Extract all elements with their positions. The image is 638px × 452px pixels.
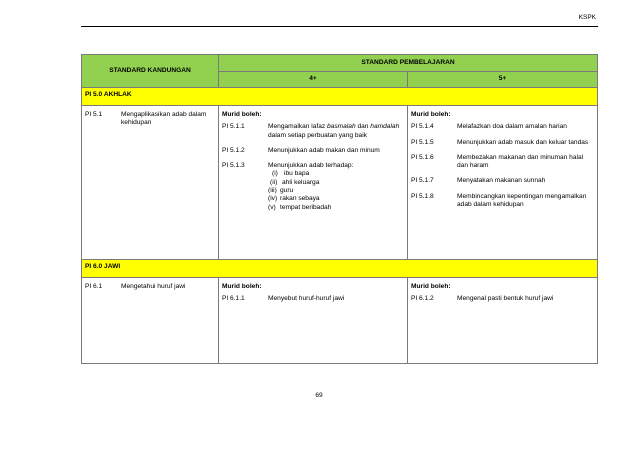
- hamdalah-term: hamdalah: [370, 123, 400, 131]
- item-text: Mengenal pasti bentuk huruf jawi: [457, 295, 554, 303]
- item-text: Menunjukkan adab masuk dan keluar tandas: [457, 138, 589, 146]
- item-code: PI 5.1.2: [222, 146, 245, 154]
- pembelajaran-5-cell: [408, 278, 598, 364]
- sk-code: PI 6.1: [85, 283, 103, 290]
- curriculum-table: [81, 54, 598, 364]
- learning-standard-item: [411, 123, 594, 131]
- murid-boleh-label: Murid boleh:: [222, 283, 262, 290]
- sk-code: PI 5.1: [85, 111, 103, 118]
- pembelajaran-4-cell: [219, 106, 408, 260]
- item-text: Menyatakan makanan sunnah: [457, 177, 546, 185]
- learning-standard-item: [222, 147, 404, 155]
- learning-standard-item: [411, 193, 594, 210]
- header-rule: [81, 26, 598, 27]
- learning-standard-item: [411, 154, 594, 171]
- header-age-5: 5+: [408, 71, 598, 88]
- sub-item: (ii) ahli keluarga: [270, 178, 320, 186]
- header-standard-kandungan: STANDARD KANDUNGAN: [82, 55, 219, 88]
- sk-text: Mengetahui huruf jawi: [121, 283, 186, 290]
- item-code: PI 5.1.8: [411, 192, 434, 200]
- item-text: Menunjukkan adab terhadap: (i) ibu bapa (ii) ahli keluarga (iii) guru (iv) rakan sebaya (v) tempat beribadah: [268, 162, 404, 212]
- item-text: Menyebut huruf-huruf jawi: [268, 295, 345, 303]
- pembelajaran-4-cell: [219, 278, 408, 364]
- pembelajaran-5-cell: [408, 106, 598, 260]
- item-code: PI 5.1.1: [222, 123, 245, 131]
- item-text: Membincangkan kepentingan mengamalkan adab dalam kehidupan: [457, 192, 587, 209]
- standard-kandungan-cell: [82, 106, 219, 260]
- learning-standard-item: [411, 139, 594, 147]
- section-title-akhlak: PI 5.0 AKHLAK: [82, 88, 598, 106]
- sub-item: (v) tempat beribadah: [268, 203, 332, 211]
- murid-boleh-label: Murid boleh:: [411, 283, 451, 290]
- item-text: Membezakan makanan dan minuman halal dan haram: [457, 153, 584, 170]
- item-text: Menunjukkan adab makan dan minum: [268, 146, 380, 154]
- document-header-code: KSPK: [578, 14, 596, 21]
- learning-standard-item: [411, 295, 594, 303]
- item-code: PI 5.1.4: [411, 123, 434, 131]
- learning-standard-item: [222, 295, 404, 303]
- item-code: PI 5.1.7: [411, 177, 434, 185]
- item-code: PI 5.1.6: [411, 153, 434, 161]
- learning-standard-item: [222, 162, 404, 212]
- basmalah-term: basmalah: [327, 123, 356, 131]
- murid-boleh-label: Murid boleh:: [411, 111, 451, 118]
- sub-item: (iv) rakan sebaya: [268, 195, 320, 203]
- standard-kandungan-cell: [82, 278, 219, 364]
- item-text: Melafazkan doa dalam amalan harian: [457, 123, 567, 131]
- section-title-jawi: PI 6.0 JAWI: [82, 260, 598, 278]
- item-code: PI 5.1.5: [411, 138, 434, 146]
- sk-text: Mengaplikasikan adab dalam kehidupan: [121, 111, 207, 127]
- sub-item: (iii) guru: [268, 187, 294, 195]
- item-code: PI 5.1.3: [222, 162, 245, 170]
- learning-standard-item: [222, 123, 404, 140]
- header-standard-pembelajaran: STANDARD PEMBELAJARAN: [219, 55, 598, 72]
- item-code: PI 6.1.1: [222, 295, 245, 303]
- murid-boleh-label: Murid boleh:: [222, 111, 262, 118]
- item-code: PI 6.1.2: [411, 295, 434, 303]
- learning-standard-item: [411, 177, 594, 185]
- sub-item: (i) ibu bapa: [272, 170, 310, 178]
- page-number: 69: [315, 392, 323, 399]
- header-age-4: 4+: [219, 71, 408, 88]
- item-text: Mengamalkan lafaz basmalah dan hamdalah dalam setiap perbuatan yang baik: [268, 123, 400, 139]
